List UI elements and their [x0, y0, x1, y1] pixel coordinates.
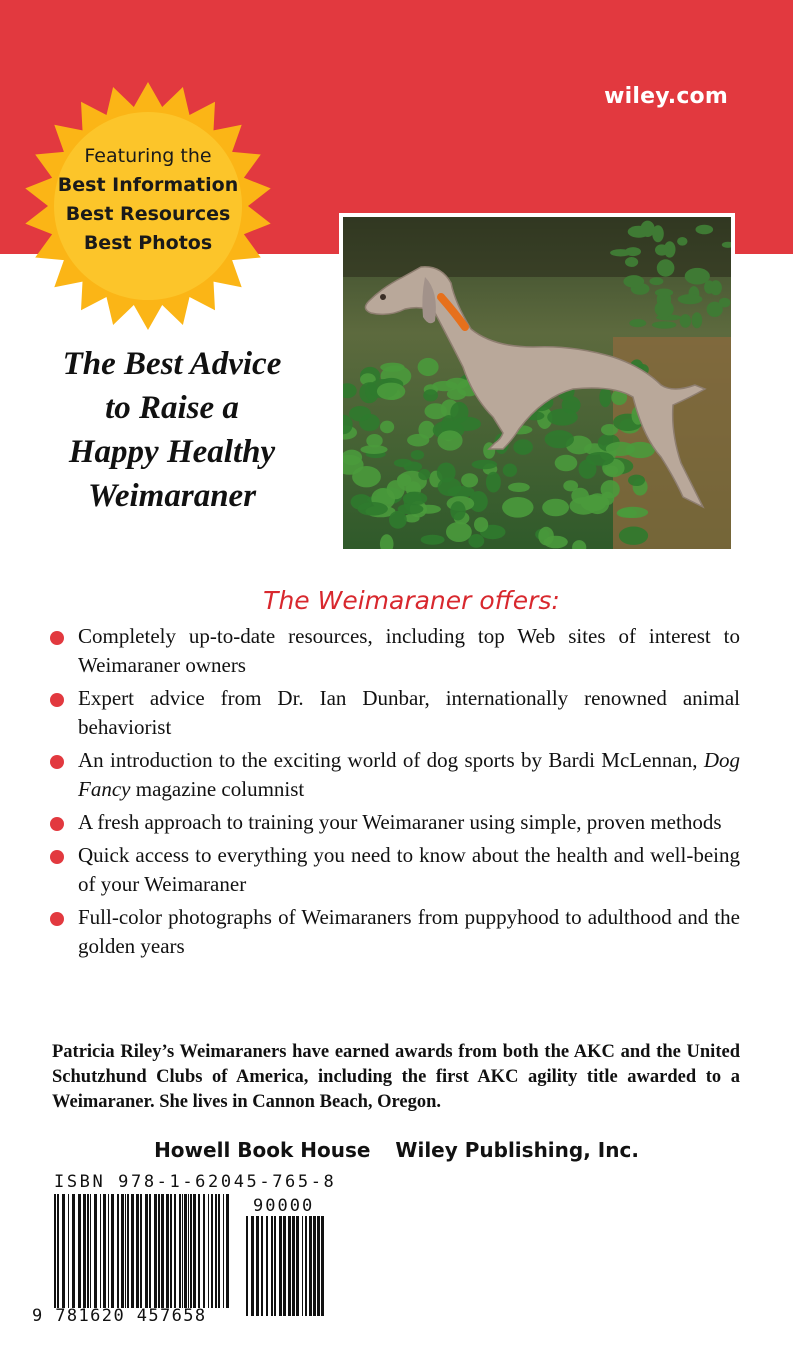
isbn-barcode-icon [52, 1194, 230, 1308]
website-url: wiley.com [604, 84, 728, 109]
list-item [50, 622, 740, 680]
list-item [50, 746, 740, 804]
price-barcode-icon [244, 1216, 328, 1316]
list-item-text: A fresh approach to training your Weimaraner using simple, proven methods [78, 810, 722, 834]
dog-photo [339, 213, 735, 553]
bullet-dot-icon [50, 912, 64, 926]
bullet-dot-icon [50, 693, 64, 707]
bullet-dot-icon [50, 850, 64, 864]
starburst-text [22, 142, 274, 258]
starburst-line-photos: Best Photos [83, 232, 213, 254]
bullet-dot-icon [50, 631, 64, 645]
list-item [50, 841, 740, 899]
offers-list [50, 622, 740, 965]
list-item [50, 684, 740, 742]
isbn-text: ISBN 978-1-62045-765-8 [54, 1172, 337, 1192]
list-item-text: Completely up-to-date resources, including top Web sites of interest to Weimaraner owners [78, 624, 740, 677]
tagline-line-2: to Raise a [105, 390, 239, 426]
list-item-text: Quick access to everything you need to know about the health and well-being of your Weimaraner [78, 843, 740, 896]
publisher-name: Wiley Publishing, Inc. [395, 1138, 639, 1162]
magazine-title: Dog Fancy [78, 748, 741, 801]
offers-heading: The Weimaraner offers: [263, 586, 560, 615]
author-bio: Patricia Riley’s Weimaraners have earned awards from both the AKC and the United Schutzhund Clubs of America, including the first AKC agility title awarded to a Weimaraner. She lives in Cannon Beach, Oregon. [52, 1042, 740, 1112]
list-item [50, 808, 740, 837]
tagline-line-3: Happy Healthy [68, 434, 276, 470]
tagline [22, 342, 322, 518]
list-item-text-suffix: magazine columnist [135, 777, 305, 801]
bullet-dot-icon [50, 755, 64, 769]
weimaraner-photo-illustration [343, 217, 731, 549]
bullet-dot-icon [50, 817, 64, 831]
list-item-text: An introduction to the exciting world of dog sports by Bardi McLennan, [78, 748, 698, 772]
imprint-name: Howell Book House [154, 1138, 371, 1162]
starburst-line-featuring: Featuring the [84, 145, 212, 167]
price-code: 90000 [253, 1196, 315, 1216]
list-item-text: Full-color photographs of Weimaraners from puppyhood to adulthood and the golden years [78, 905, 740, 958]
starburst-line-resources: Best Resources [65, 203, 231, 225]
barcode-number: 9 781620 457658 [32, 1306, 207, 1326]
tagline-line-4: Weimaraner [87, 478, 257, 514]
starburst-line-information: Best Information [57, 174, 239, 196]
list-item [50, 903, 740, 961]
publisher-line [0, 1138, 793, 1162]
list-item-text: Expert advice from Dr. Ian Dunbar, internationally renowned animal behaviorist [78, 686, 740, 739]
tagline-line-1: The Best Advice [62, 346, 282, 382]
